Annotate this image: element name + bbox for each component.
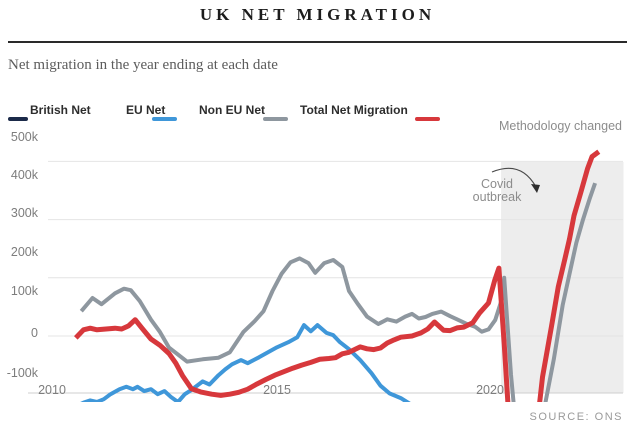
covid-annotation-line1: Covid (481, 177, 513, 191)
y-tick-200k: 200k (10, 245, 38, 259)
y-tick-400k: 400k (10, 168, 38, 182)
covid-annotation-line2: outbreak (472, 190, 522, 204)
x-tick-2020: 2020 (476, 383, 504, 397)
legend-label-eu-net: EU Net (126, 103, 166, 117)
chart-subtitle: Net migration in the year ending at each date (8, 57, 278, 73)
y-tick-0: 0 (31, 326, 38, 340)
legend-label-total-net-migration: Total Net Migration (300, 103, 408, 117)
x-tick-2015: 2015 (263, 383, 291, 397)
source-note: SOURCE: ONS (529, 411, 623, 423)
legend-label-british-net: British Net (30, 103, 91, 117)
y-tick-100k: 100k (10, 284, 38, 298)
y-tick-300k: 300k (10, 206, 38, 220)
y-tick-minus-100k: -100k (6, 366, 38, 380)
x-tick-2010: 2010 (38, 383, 66, 397)
y-tick-500k: 500k (10, 130, 38, 144)
legend-label-non-eu-net: Non EU Net (199, 103, 265, 117)
annotation-methodology-changed: Methodology changed (498, 119, 622, 133)
page-title: UK NET MIGRATION (199, 5, 436, 24)
